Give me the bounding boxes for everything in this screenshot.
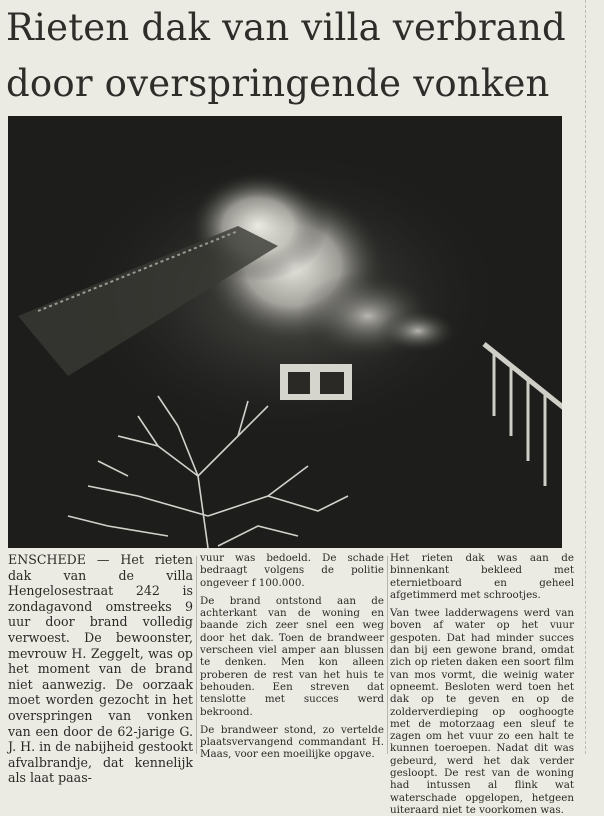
photo-illustration xyxy=(8,116,562,548)
article-paragraph: De brandweer stond, zo vertelde plaatsvervangend commandant H. Maas, voor een moeilijke opgave. xyxy=(200,723,384,761)
window-right xyxy=(320,372,344,394)
headline xyxy=(6,0,586,112)
article-paragraph: Het rieten dak was aan de binnenkant bekleed met eternietboard en geheel afgetimmerd met schrootjes. xyxy=(390,552,574,601)
article-column-1 xyxy=(8,552,193,786)
article-paragraph: De brand ontstond aan de achterkant van de woning en baande zich zeer snel een weg door het dak. Toen de brandweer verscheen viel amper aan blussen te denken. Men kon alleen proberen de rest van het huis te behouden. Een streven dat tenslotte met succes werd bekroond. xyxy=(200,594,384,718)
news-photo-fire xyxy=(8,116,562,548)
article-paragraph: vuur was bedoeld. De schade bedraagt volgens de politie ongeveer f 100.000. xyxy=(200,552,384,589)
article-paragraph: ENSCHEDE — Het rieten dak van de villa Hengelosestraat 242 is zondagavond omstreeks 9 uur door brand volledig verwoest. De bewoonster, mevrouw H. Zeggelt, was op het moment van de brand niet aanwezig. De oorzaak moet worden gezocht in het overspringen van vonken van een door de 62-jarige G. J. H. in de nabijheid gestookt afvalbrandje, dat kennelijk als laat paas- xyxy=(8,552,193,786)
clipping-edge xyxy=(585,0,586,754)
headline-line-2: door overspringende vonken xyxy=(6,62,550,105)
smoke-flare xyxy=(378,309,458,353)
article-column-2 xyxy=(200,552,384,761)
article-column-3 xyxy=(390,552,574,816)
headline-line-1: Rieten dak van villa verbrand xyxy=(6,6,566,49)
column-divider xyxy=(387,556,388,754)
article-paragraph: Van twee ladderwagens werd van boven af water op het vuur gespoten. Dat had minder succes dan bij een gewone brand, omdat zich op rieten daken een soort film van mos vormt, die weinig water opneemt. Besloten werd toen het dak op te geven en op de zolderverdieping op ooghoogte met de motorzaag een sleuf te zagen om het vuur zo een halt te kunnen toeroepen. Nadat dit was gebeurd, werd het dak verder gesloopt. De rest van de woning had intussen al flink wat waterschade opgelopen, hetgeen uiteraard niet te voorkomen was. xyxy=(390,607,574,816)
window-left xyxy=(288,372,310,394)
column-divider xyxy=(196,556,197,754)
